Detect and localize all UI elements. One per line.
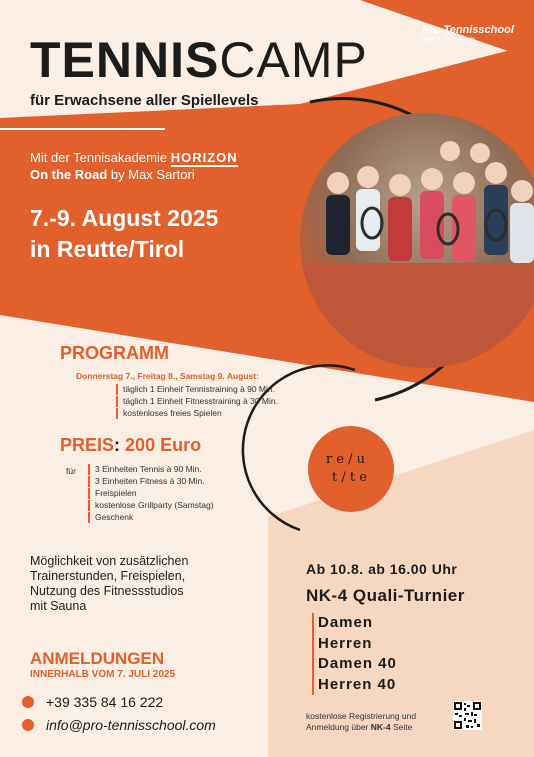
intro-by: by Max Sartori bbox=[107, 167, 195, 182]
logo-tagline: learn it · love it · win bbox=[422, 37, 476, 43]
players-shirts bbox=[326, 185, 534, 263]
turnier-date: Ab 10.8. ab 16.00 Uhr bbox=[306, 561, 458, 577]
preis-colon: : bbox=[114, 435, 121, 455]
extras-line: mit Sauna bbox=[30, 599, 87, 613]
registration-line-2 bbox=[306, 722, 416, 733]
programm-list bbox=[116, 384, 278, 420]
phone-row[interactable] bbox=[22, 694, 163, 710]
extras-line: Möglichkeit von zusätzlichen bbox=[30, 554, 189, 568]
preis-amount: 200 Euro bbox=[125, 435, 202, 455]
horizon-logo: HORIZON bbox=[170, 150, 238, 165]
registration-nk4: NK-4 bbox=[370, 722, 391, 732]
subtitle: für Erwachsene aller Spiellevels bbox=[30, 92, 259, 109]
phone-icon bbox=[22, 696, 34, 708]
event-date: 7.-9. August 2025 bbox=[30, 205, 219, 231]
team-photo-illustration bbox=[300, 113, 534, 368]
list-item: Geschenk bbox=[88, 512, 214, 523]
reutte-logo bbox=[308, 426, 394, 512]
registration-prefix: Anmeldung über bbox=[306, 722, 371, 732]
registration-suffix: Seite bbox=[390, 722, 413, 732]
preis-for: für bbox=[66, 466, 76, 476]
list-item: 3 Einheiten Fitness à 30 Min. bbox=[88, 476, 214, 487]
extras-line: Nutzung des Fitnessstudios bbox=[30, 584, 184, 598]
extras-text bbox=[30, 554, 188, 614]
intro-prefix: Mit der Tennisakademie bbox=[30, 150, 168, 165]
intro-line-2 bbox=[30, 167, 195, 182]
category-item: Herren 40 bbox=[312, 675, 397, 696]
divider-line bbox=[0, 128, 165, 130]
team-photo bbox=[300, 113, 534, 368]
email-link[interactable]: info@pro-tennisschool.com bbox=[46, 717, 216, 733]
title-bold: TENNIS bbox=[30, 32, 220, 88]
anmeldung-deadline: INNERHALB VOM 7. JULI 2025 bbox=[30, 669, 176, 680]
list-item: kostenloses freies Spielen bbox=[116, 408, 278, 419]
reutte-logo-bottom: t / t e bbox=[332, 470, 367, 485]
list-item: kostenlose Grillparty (Samstag) bbox=[88, 500, 214, 511]
email-row[interactable] bbox=[22, 717, 216, 733]
preis-label: PREIS bbox=[60, 435, 115, 455]
registration-note bbox=[306, 711, 416, 733]
mail-icon bbox=[22, 719, 34, 731]
title-light: CAMP bbox=[219, 32, 368, 88]
intro-line-1 bbox=[30, 150, 238, 165]
list-item: Freispielen bbox=[88, 488, 214, 499]
programm-heading: PROGRAMM bbox=[60, 343, 169, 363]
page-title bbox=[30, 32, 368, 88]
turnier-name: NK-4 Quali-Turnier bbox=[306, 586, 465, 605]
turnier-categories bbox=[312, 613, 397, 695]
qr-code-icon[interactable] bbox=[453, 701, 482, 730]
event-place: in Reutte/Tirol bbox=[30, 236, 185, 262]
pro-tennisschool-logo bbox=[422, 24, 518, 43]
registration-line-1: kostenlose Registrierung und bbox=[306, 711, 417, 721]
preis-heading bbox=[60, 435, 201, 456]
reutte-logo-top: r e / u bbox=[326, 452, 366, 467]
category-item: Herren bbox=[312, 634, 397, 655]
list-item: täglich 1 Einheit Tennistraining à 90 Min. bbox=[116, 384, 278, 395]
extras-line: Trainerstunden, Freispielen, bbox=[30, 569, 186, 583]
programm-days: Donnerstag 7., Freitag 8., Samstag 9. August: bbox=[76, 371, 259, 381]
preis-list bbox=[88, 464, 214, 524]
category-item: Damen 40 bbox=[312, 654, 397, 675]
anmeldung-heading: ANMELDUNGEN bbox=[30, 649, 165, 668]
list-item: 3 Einheiten Tennis à 90 Min. bbox=[88, 464, 214, 475]
logo-name: Pro Tennisschool bbox=[422, 24, 514, 36]
intro-road: On the Road bbox=[30, 167, 108, 182]
phone-number[interactable]: +39 335 84 16 222 bbox=[46, 694, 164, 710]
list-item: täglich 1 Einheit Fitnesstraining à 30 Min. bbox=[116, 396, 278, 407]
category-item: Damen bbox=[312, 613, 397, 634]
